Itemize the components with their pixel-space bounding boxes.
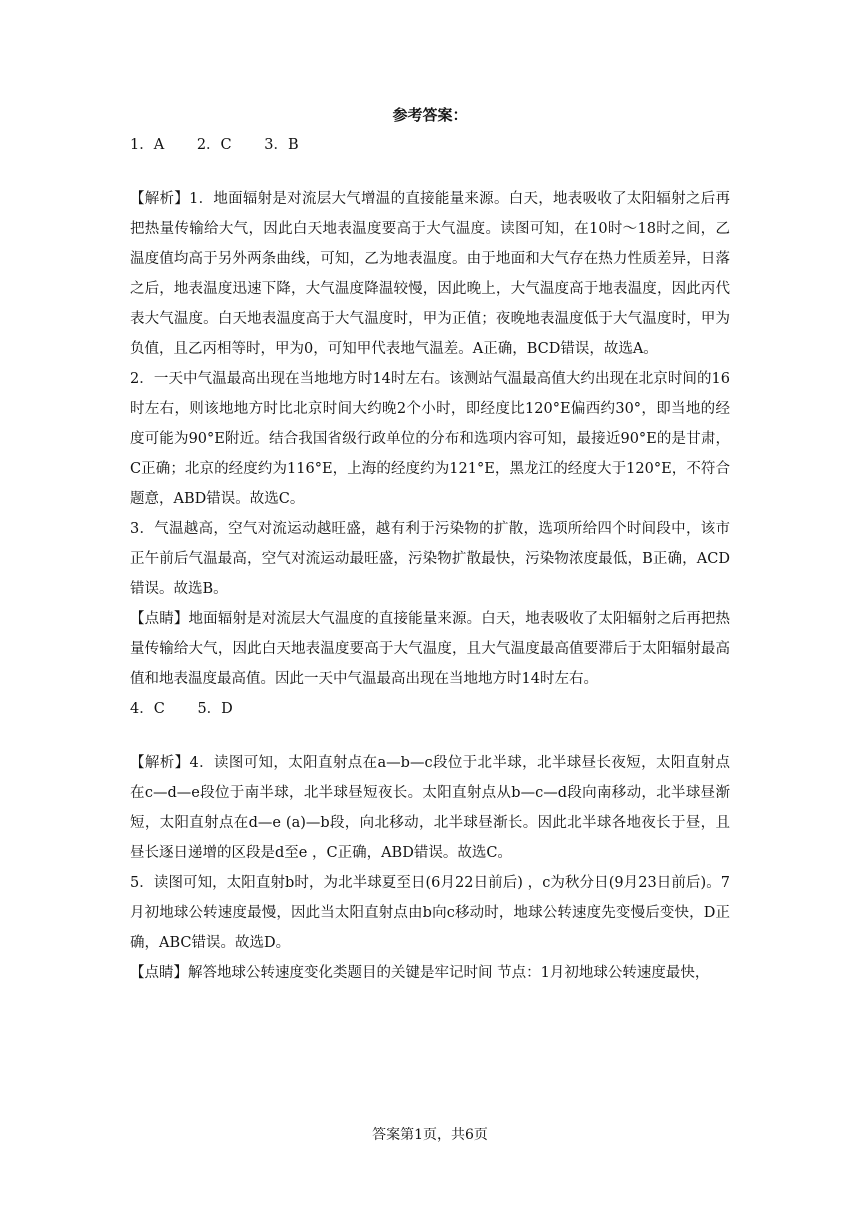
answer-3: 3．B — [264, 137, 299, 153]
answer-1: 1．A — [130, 137, 165, 153]
analysis-q2: 2．一天中气温最高出现在当地地方时14时左右。该测站气温最高值大约出现在北京时间的16时左右，则该地地方时比北京时间大约晚2个小时，即经度比120°E偏西约30°，即当地的经度可能为90°E附近。结合我国省级行政单位的分布和选项内容可知，最接近90°E的是甘肃，C正确；北京的经度约为116°E，上海的经度约为121°E，黑龙江的经度大于120°E，不符合题意，ABD错误。故选C。 — [130, 371, 730, 507]
page-title: 参考答案： — [392, 106, 468, 124]
answer-key-4-5 — [130, 694, 730, 724]
comment-2: 【点睛】解答地球公转速度变化类题目的关键是牢记时间 节点：1月初地球公转速度最快， — [130, 965, 710, 981]
analysis-q5: 5．读图可知，太阳直射b时，为北半球夏至日(6月22日前后) ，c为秋分日(9月23日前后)。7月初地球公转速度最慢，因此当太阳直射点由b向c移动时，地球公转速度先变慢后变快，D正确，ABC错误。故选D。 — [130, 875, 730, 951]
answer-content — [130, 130, 730, 988]
page-footer: 答案第1页，共6页 — [372, 1127, 488, 1143]
analysis-q4: 【解析】4．读图可知，太阳直射点在a—b—c段位于北半球，北半球昼长夜短，太阳直射点在c—d—e段位于南半球，北半球昼短夜长。太阳直射点从b—c—d段向南移动，北半球昼渐短，太阳直射点在d—e (a)—b段，向北移动，北半球昼渐长。因此北半球各地夜长于昼，且昼长逐日递增的区段是d至e ，C正确，ABD错误。故选C。 — [130, 755, 730, 861]
comment-1: 【点睛】地面辐射是对流层大气温度的直接能量来源。白天，地表吸收了太阳辐射之后再把热量传输给大气，因此白天地表温度要高于大气温度，且大气温度最高值要滞后于太阳辐射最高值和地表温度最高值。因此一天中气温最高出现在当地地方时14时左右。 — [130, 611, 730, 687]
answer-2: 2．C — [196, 137, 232, 153]
answer-4: 4．C — [130, 701, 165, 717]
answer-key-1-3 — [130, 130, 730, 160]
answer-5: 5．D — [197, 701, 233, 717]
analysis-q1: 【解析】1．地面辐射是对流层大气增温的直接能量来源。白天，地表吸收了太阳辐射之后再把热量传输给大气，因此白天地表温度要高于大气温度。读图可知，在10时～18时之间，乙温度值均高于另外两条曲线，可知，乙为地表温度。由于地面和大气存在热力性质差异，日落之后，地表温度迅速下降，大气温度降温较慢，因此晚上，大气温度高于地表温度，因此丙代表大气温度。白天地表温度高于大气温度时，甲为正值；夜晚地表温度低于大气温度时，甲为负值，且乙丙相等时，甲为0，可知甲代表地气温差。A正确，BCD错误，故选A。 — [130, 191, 730, 357]
analysis-q3: 3．气温越高，空气对流运动越旺盛，越有利于污染物的扩散，选项所给四个时间段中，该市正午前后气温最高，空气对流运动最旺盛，污染物扩散最快，污染物浓度最低，B正确，ACD错误。故选B。 — [130, 521, 730, 597]
